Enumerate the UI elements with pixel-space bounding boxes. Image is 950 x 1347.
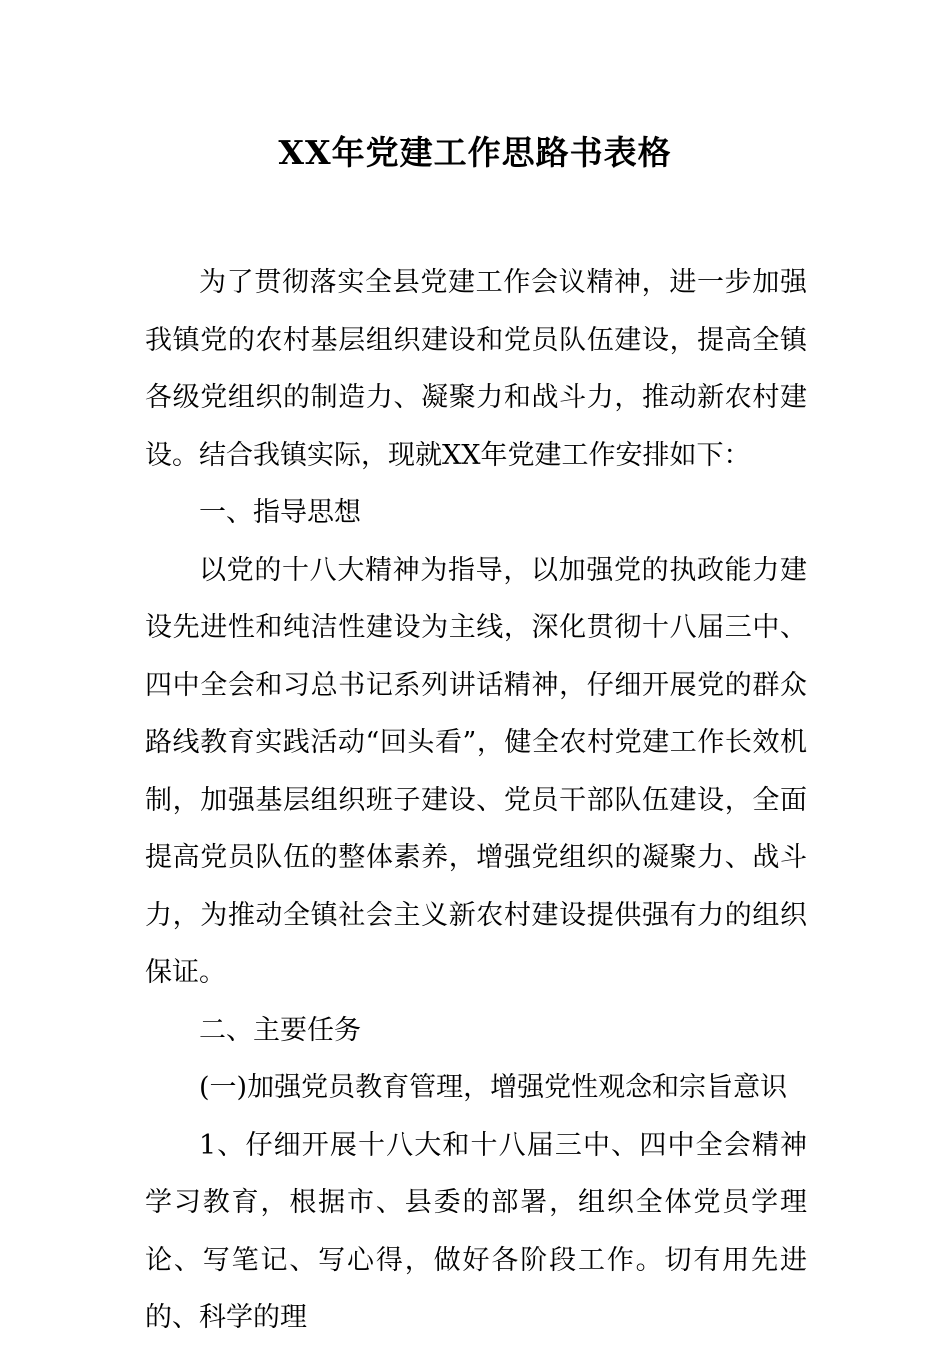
paragraph-item-1: 1、仔细开展十八大和十八届三中、四中全会精神学习教育，根据市、县委的部署，组织全体党员学理论、写笔记、写心得，做好各阶段工作。切有用先进的、科学的理 — [145, 1129, 807, 1333]
section-heading-guiding-ideology: 一、指导思想 — [199, 497, 361, 528]
subsection-heading-party-education: (一)加强党员教育管理，增强党性观念和宗旨意识 — [199, 1072, 788, 1103]
paragraph-intro: 为了贯彻落实全县党建工作会议精神，进一步加强我镇党的农村基层组织建设和党员队伍建设，提高全镇各级党组织的制造力、凝聚力和战斗力，推动新农村建设。结合我镇实际，现就XX年党建工作安排如下： — [145, 267, 807, 471]
paragraph-guiding-ideology: 以党的十八大精神为指导，以加强党的执政能力建设先进性和纯洁性建设为主线，深化贯彻十八届三中、四中全会和习总书记系列讲话精神，仔细开展党的群众路线教育实践活动“回头看”，健全农村党建工作长效机制，加强基层组织班子建设、党员干部队伍建设，全面提高党员队伍的整体素养，增强党组织的凝聚力、战斗力，为推动全镇社会主义新农村建设提供强有力的组织保证。 — [145, 554, 807, 988]
document-title: XX年党建工作思路书表格 — [278, 133, 672, 172]
document-body — [145, 254, 807, 1347]
section-heading-main-tasks: 二、主要任务 — [199, 1014, 361, 1046]
